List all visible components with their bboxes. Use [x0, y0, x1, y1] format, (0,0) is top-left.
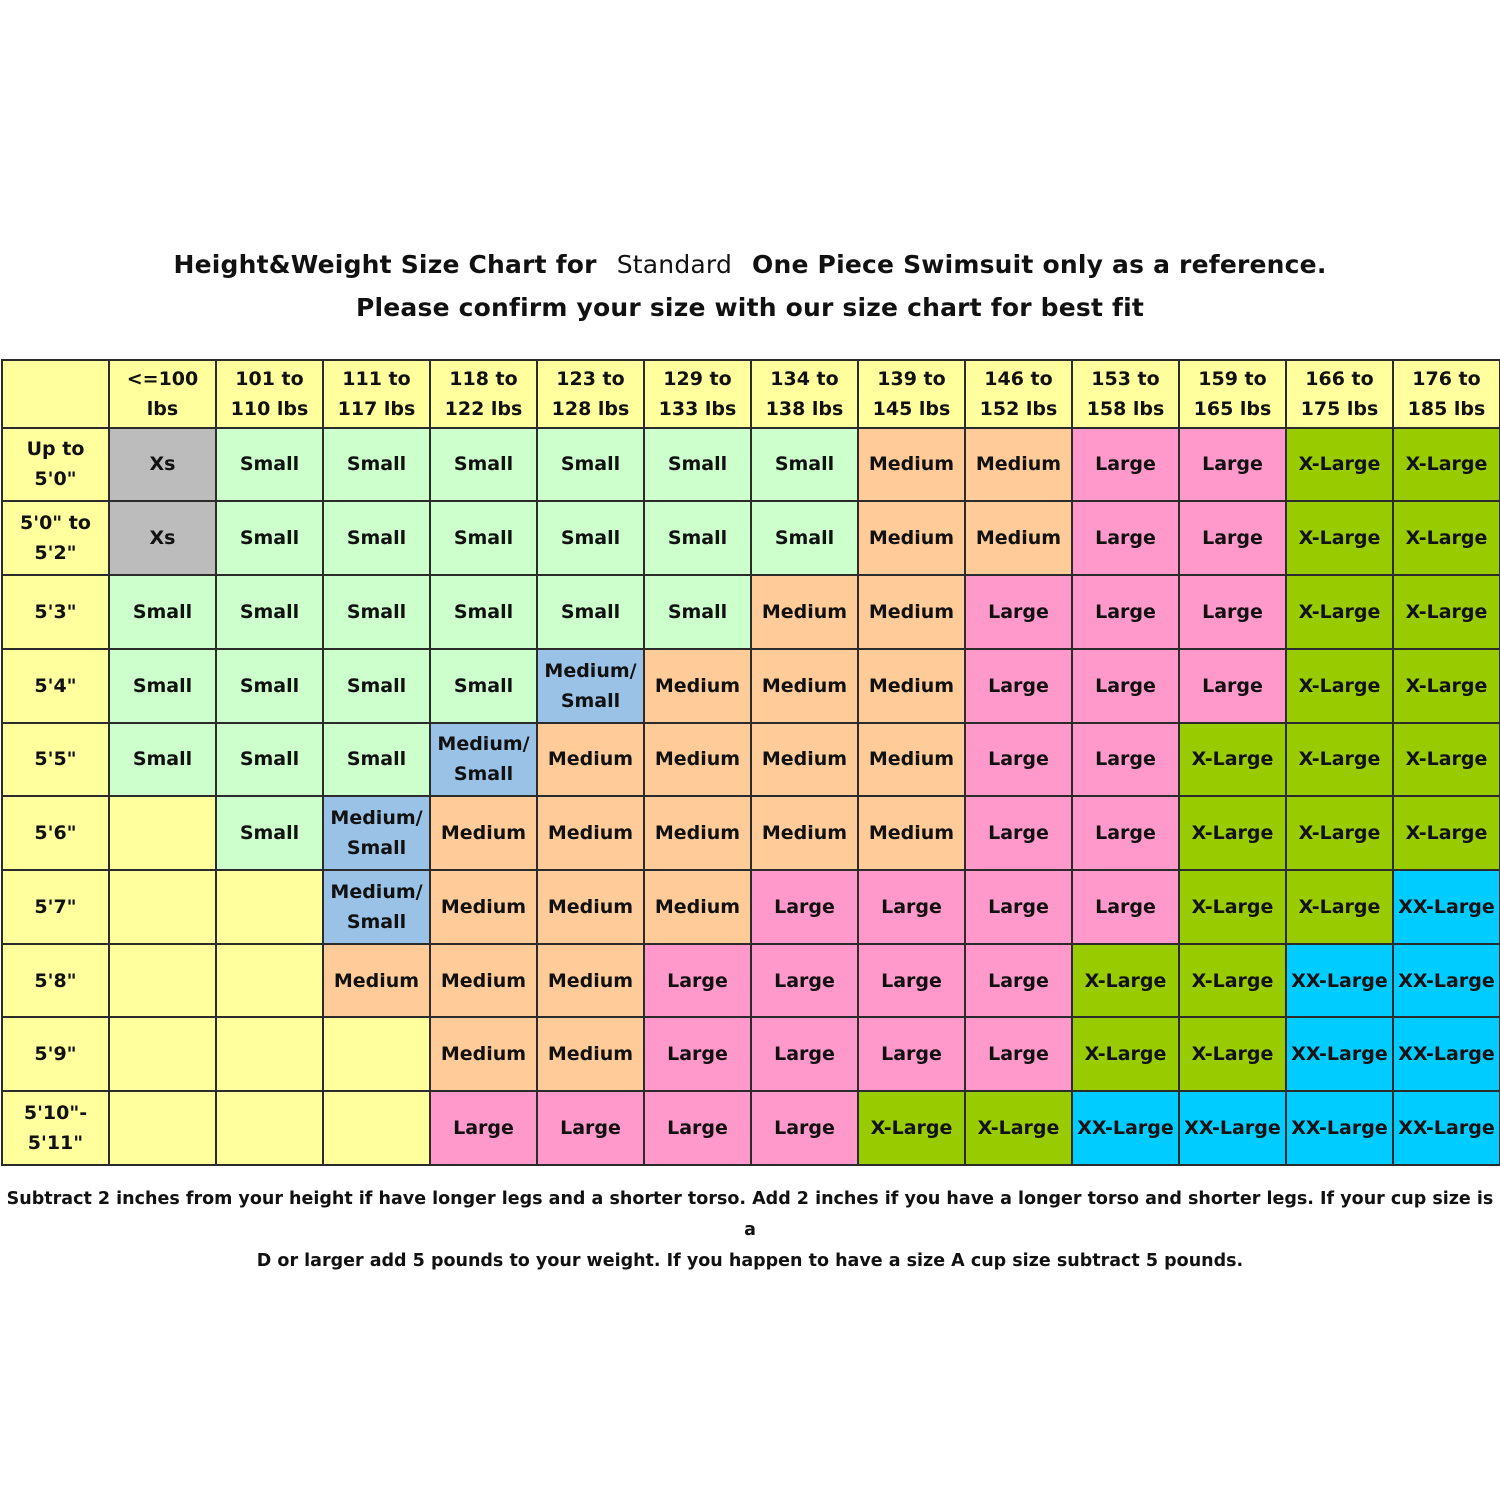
weight-header-3: 118 to 122 lbs — [430, 360, 537, 428]
footnote: Subtract 2 inches from your height if have longer legs and a shorter torso. Add 2 inches if you have a longer torso and shorter legs. If your cup size is a D or larger add 5 pounds to your weight. If you happen to have a size A cup size subtract 5 pounds. — [6, 1189, 1494, 1271]
size-cell-medium: Medium — [537, 944, 644, 1018]
size-cell-small: Small — [323, 501, 430, 575]
size-cell-medium-small: Medium/ Small — [323, 870, 430, 944]
size-cell-medium: Medium — [644, 796, 751, 870]
size-cell-x-large: X-Large — [1286, 501, 1393, 575]
size-cell-small: Small — [323, 723, 430, 797]
size-cell-small: Small — [430, 501, 537, 575]
size-cell-x-large: X-Large — [965, 1091, 1072, 1165]
size-cell-small: Small — [323, 575, 430, 649]
size-cell-large: Large — [965, 870, 1072, 944]
size-cell-x-large: X-Large — [858, 1091, 965, 1165]
size-cell-small: Small — [109, 649, 216, 723]
table-row — [2, 1017, 1500, 1091]
weight-header-11: 166 to 175 lbs — [1286, 360, 1393, 428]
size-cell-large: Large — [751, 944, 858, 1018]
size-cell-small: Small — [644, 428, 751, 502]
size-cell-large: Large — [751, 1017, 858, 1091]
size-cell-large: Large — [751, 1091, 858, 1165]
size-cell-large: Large — [858, 870, 965, 944]
size-cell-medium: Medium — [858, 428, 965, 502]
chart-title-line-1 — [0, 250, 1500, 279]
empty-cell — [323, 1017, 430, 1091]
size-cell-medium: Medium — [537, 796, 644, 870]
size-cell-x-large: X-Large — [1179, 870, 1286, 944]
size-cell-medium: Medium — [965, 501, 1072, 575]
size-cell-large: Large — [858, 944, 965, 1018]
size-cell-large: Large — [1179, 501, 1286, 575]
size-cell-large: Large — [1179, 649, 1286, 723]
size-cell-small: Small — [644, 575, 751, 649]
size-cell-xx-large: XX-Large — [1072, 1091, 1179, 1165]
size-cell-medium: Medium — [430, 870, 537, 944]
size-cell-x-large: X-Large — [1286, 870, 1393, 944]
size-cell-medium: Medium — [430, 1017, 537, 1091]
size-cell-small: Small — [216, 723, 323, 797]
table-row — [2, 723, 1500, 797]
weight-header-10: 159 to 165 lbs — [1179, 360, 1286, 428]
empty-cell — [216, 870, 323, 944]
weight-header-1: 101 to 110 lbs — [216, 360, 323, 428]
size-cell-xx-large: XX-Large — [1179, 1091, 1286, 1165]
size-cell-large: Large — [1072, 428, 1179, 502]
header-row — [2, 360, 1500, 428]
size-cell-medium: Medium — [751, 796, 858, 870]
empty-cell — [216, 1091, 323, 1165]
size-cell-large: Large — [537, 1091, 644, 1165]
size-cell-large: Large — [1072, 870, 1179, 944]
size-cell-large: Large — [965, 944, 1072, 1018]
size-cell-large: Large — [1072, 501, 1179, 575]
size-cell-large: Large — [430, 1091, 537, 1165]
size-cell-small: Small — [751, 501, 858, 575]
size-cell-large: Large — [1179, 428, 1286, 502]
table-row — [2, 428, 1500, 502]
size-cell-x-large: X-Large — [1179, 796, 1286, 870]
table-row — [2, 501, 1500, 575]
empty-cell — [216, 1017, 323, 1091]
size-cell-small: Small — [216, 501, 323, 575]
size-cell-medium-small: Medium/ Small — [430, 723, 537, 797]
size-cell-medium: Medium — [430, 944, 537, 1018]
size-cell-xx-large: XX-Large — [1286, 944, 1393, 1018]
size-cell-small: Small — [109, 723, 216, 797]
size-cell-small: Small — [430, 575, 537, 649]
title-suffix: One Piece Swimsuit only as a reference. — [752, 250, 1327, 279]
table-row — [2, 870, 1500, 944]
title-prefix: Height&Weight Size Chart for — [173, 250, 597, 279]
size-cell-xx-large: XX-Large — [1393, 870, 1500, 944]
size-cell-medium-small: Medium/ Small — [323, 796, 430, 870]
size-cell-medium-small: Medium/ Small — [537, 649, 644, 723]
size-cell-large: Large — [644, 944, 751, 1018]
height-header-6: 5'7" — [2, 870, 109, 944]
size-chart-table — [1, 359, 1500, 1166]
height-header-2: 5'3" — [2, 575, 109, 649]
size-cell-x-large: X-Large — [1286, 575, 1393, 649]
size-cell-x-large: X-Large — [1072, 944, 1179, 1018]
size-cell-xx-large: XX-Large — [1393, 1091, 1500, 1165]
weight-header-5: 129 to 133 lbs — [644, 360, 751, 428]
size-cell-x-large: X-Large — [1393, 723, 1500, 797]
size-cell-medium: Medium — [858, 796, 965, 870]
size-cell-medium: Medium — [751, 575, 858, 649]
size-cell-x-large: X-Large — [1286, 796, 1393, 870]
height-header-7: 5'8" — [2, 944, 109, 1018]
size-cell-x-large: X-Large — [1393, 428, 1500, 502]
size-cell-small: Small — [216, 575, 323, 649]
size-cell-x-large: X-Large — [1286, 649, 1393, 723]
table-row — [2, 796, 1500, 870]
table-row — [2, 944, 1500, 1018]
size-cell-large: Large — [1072, 649, 1179, 723]
size-cell-x-large: X-Large — [1286, 723, 1393, 797]
size-cell-small: Small — [751, 428, 858, 502]
weight-header-4: 123 to 128 lbs — [537, 360, 644, 428]
size-cell-xs: Xs — [109, 428, 216, 502]
weight-header-7: 139 to 145 lbs — [858, 360, 965, 428]
size-cell-large: Large — [751, 870, 858, 944]
height-header-5: 5'6" — [2, 796, 109, 870]
size-cell-x-large: X-Large — [1179, 1017, 1286, 1091]
size-cell-small: Small — [323, 428, 430, 502]
table-row — [2, 575, 1500, 649]
size-cell-small: Small — [537, 575, 644, 649]
size-cell-large: Large — [965, 649, 1072, 723]
size-cell-xx-large: XX-Large — [1286, 1091, 1393, 1165]
weight-header-2: 111 to 117 lbs — [323, 360, 430, 428]
title-standard: Standard — [616, 250, 733, 279]
size-cell-small: Small — [109, 575, 216, 649]
weight-header-0: <=100 lbs — [109, 360, 216, 428]
height-header-4: 5'5" — [2, 723, 109, 797]
size-cell-large: Large — [965, 1017, 1072, 1091]
size-cell-medium: Medium — [644, 649, 751, 723]
size-cell-xx-large: XX-Large — [1393, 944, 1500, 1018]
size-cell-large: Large — [644, 1017, 751, 1091]
size-cell-medium: Medium — [751, 649, 858, 723]
height-header-8: 5'9" — [2, 1017, 109, 1091]
size-cell-xx-large: XX-Large — [1393, 1017, 1500, 1091]
size-cell-small: Small — [537, 428, 644, 502]
size-cell-large: Large — [858, 1017, 965, 1091]
size-cell-medium: Medium — [537, 723, 644, 797]
size-cell-x-large: X-Large — [1179, 944, 1286, 1018]
size-cell-small: Small — [430, 428, 537, 502]
size-cell-xs: Xs — [109, 501, 216, 575]
size-cell-small: Small — [216, 649, 323, 723]
size-cell-large: Large — [1072, 723, 1179, 797]
size-cell-x-large: X-Large — [1393, 501, 1500, 575]
size-cell-medium: Medium — [644, 723, 751, 797]
size-cell-small: Small — [430, 649, 537, 723]
weight-header-6: 134 to 138 lbs — [751, 360, 858, 428]
size-cell-medium: Medium — [751, 723, 858, 797]
size-cell-x-large: X-Large — [1286, 428, 1393, 502]
size-cell-medium: Medium — [537, 1017, 644, 1091]
size-cell-small: Small — [216, 796, 323, 870]
height-header-9: 5'10"- 5'11" — [2, 1091, 109, 1165]
size-cell-medium: Medium — [644, 870, 751, 944]
size-cell-x-large: X-Large — [1393, 575, 1500, 649]
empty-cell — [323, 1091, 430, 1165]
size-cell-medium: Medium — [537, 870, 644, 944]
size-cell-large: Large — [1179, 575, 1286, 649]
size-cell-medium: Medium — [430, 796, 537, 870]
size-cell-x-large: X-Large — [1393, 649, 1500, 723]
size-cell-x-large: X-Large — [1072, 1017, 1179, 1091]
size-cell-large: Large — [1072, 796, 1179, 870]
table-row — [2, 649, 1500, 723]
empty-cell — [216, 944, 323, 1018]
corner-cell — [2, 360, 109, 428]
size-cell-medium: Medium — [858, 649, 965, 723]
size-cell-small: Small — [644, 501, 751, 575]
size-cell-medium: Medium — [323, 944, 430, 1018]
empty-cell — [109, 796, 216, 870]
size-cell-small: Small — [537, 501, 644, 575]
size-table-body — [2, 360, 1500, 1165]
height-header-3: 5'4" — [2, 649, 109, 723]
empty-cell — [109, 870, 216, 944]
chart-subtitle: Please confirm your size with our size chart for best fit — [355, 293, 1145, 322]
size-cell-large: Large — [644, 1091, 751, 1165]
weight-header-8: 146 to 152 lbs — [965, 360, 1072, 428]
size-cell-medium: Medium — [858, 575, 965, 649]
size-cell-medium: Medium — [858, 723, 965, 797]
size-cell-medium: Medium — [965, 428, 1072, 502]
size-cell-xx-large: XX-Large — [1286, 1017, 1393, 1091]
size-cell-large: Large — [1072, 575, 1179, 649]
size-cell-x-large: X-Large — [1179, 723, 1286, 797]
size-cell-large: Large — [965, 723, 1072, 797]
size-cell-medium: Medium — [858, 501, 965, 575]
height-header-1: 5'0" to 5'2" — [2, 501, 109, 575]
size-cell-large: Large — [965, 796, 1072, 870]
weight-header-12: 176 to 185 lbs — [1393, 360, 1500, 428]
empty-cell — [109, 944, 216, 1018]
size-cell-large: Large — [965, 575, 1072, 649]
weight-header-9: 153 to 158 lbs — [1072, 360, 1179, 428]
table-row — [2, 1091, 1500, 1165]
empty-cell — [109, 1017, 216, 1091]
empty-cell — [109, 1091, 216, 1165]
size-cell-x-large: X-Large — [1393, 796, 1500, 870]
size-cell-small: Small — [216, 428, 323, 502]
height-header-0: Up to 5'0" — [2, 428, 109, 502]
size-cell-small: Small — [323, 649, 430, 723]
